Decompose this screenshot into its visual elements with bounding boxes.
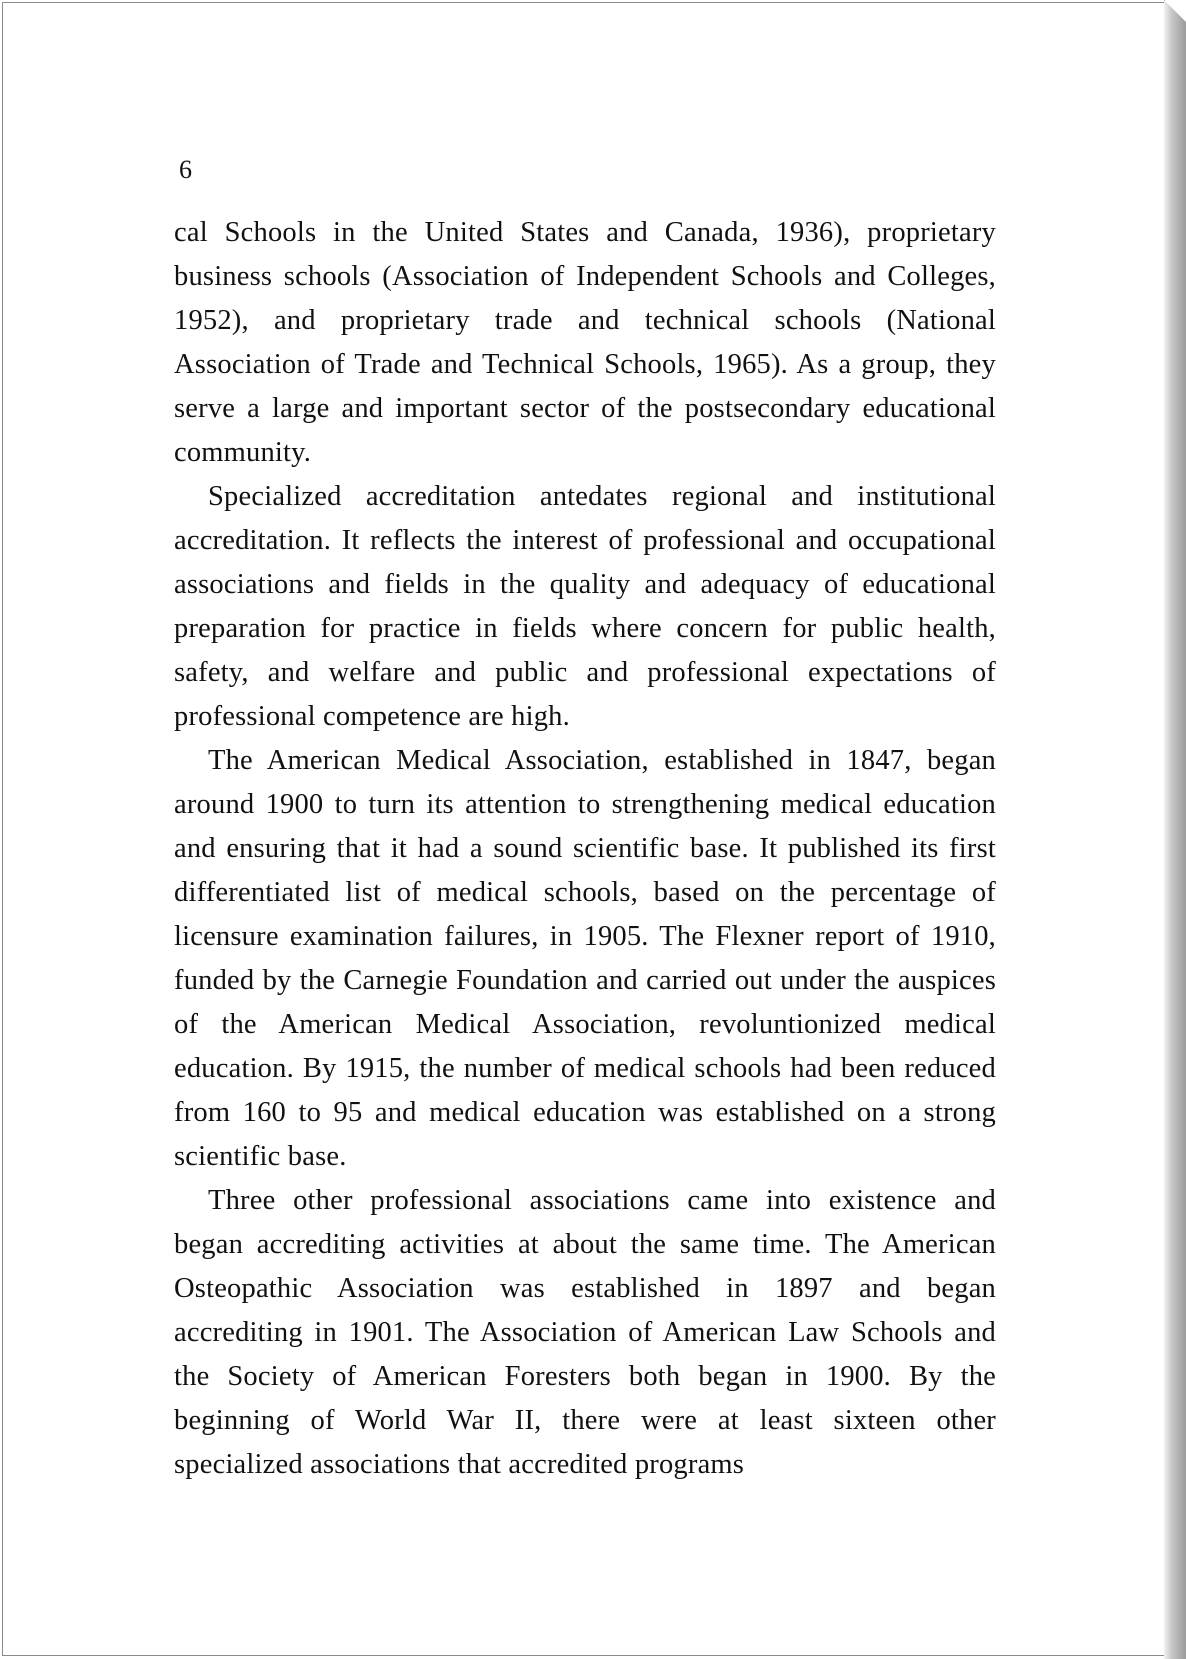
paragraph-american-medical-association: The American Medical Association, established in 1847, began around 1900 to turn its attention to strengthening medical education and ensuring that it had a sound scientific base. It published its first differentiated list of medical schools, based on the percentage of licensure examination failures, in 1905. The Flexner report of 1910, funded by the Carnegie Foundation and carried out under the auspices of the American Medical Association, revoluntionized medical education. By 1915, the number of medical schools had been reduced from 160 to 95 and medical education was established on a strong scientific base. bbox=[174, 745, 996, 1172]
page-number: 6 bbox=[179, 155, 192, 184]
paragraph-specialized-accreditation: Specialized accreditation antedates regional and institutional accreditation. It reflects the interest of professional and occupational associations and fields in the quality and adequacy of educational preparation for practice in fields where concern for public health, safety, and welfare and public and professional expectations of professional competence are high. bbox=[174, 481, 996, 732]
paragraph-other-associations: Three other professional associations came into existence and began accrediting activities at about the same time. The American Osteopathic Association was established in 1897 and began accrediting in 1901. The Association of American Law Schools and the Society of American Foresters both began in 1900. By the beginning of World War II, there were at least sixteen other specialized associations that accredited programs bbox=[174, 1185, 996, 1480]
page-curl-edge bbox=[1164, 0, 1186, 1659]
document-page bbox=[2, 2, 1164, 1656]
paragraph-continuation: cal Schools in the United States and Canada, 1936), proprietary business schools (Association of Independent Schools and Colleges, 1952), and proprietary trade and technical schools (National Association of Trade and Technical Schools, 1965). As a group, they serve a large and important sector of the postsecondary educational community. bbox=[174, 217, 996, 468]
body-text bbox=[174, 211, 996, 1487]
